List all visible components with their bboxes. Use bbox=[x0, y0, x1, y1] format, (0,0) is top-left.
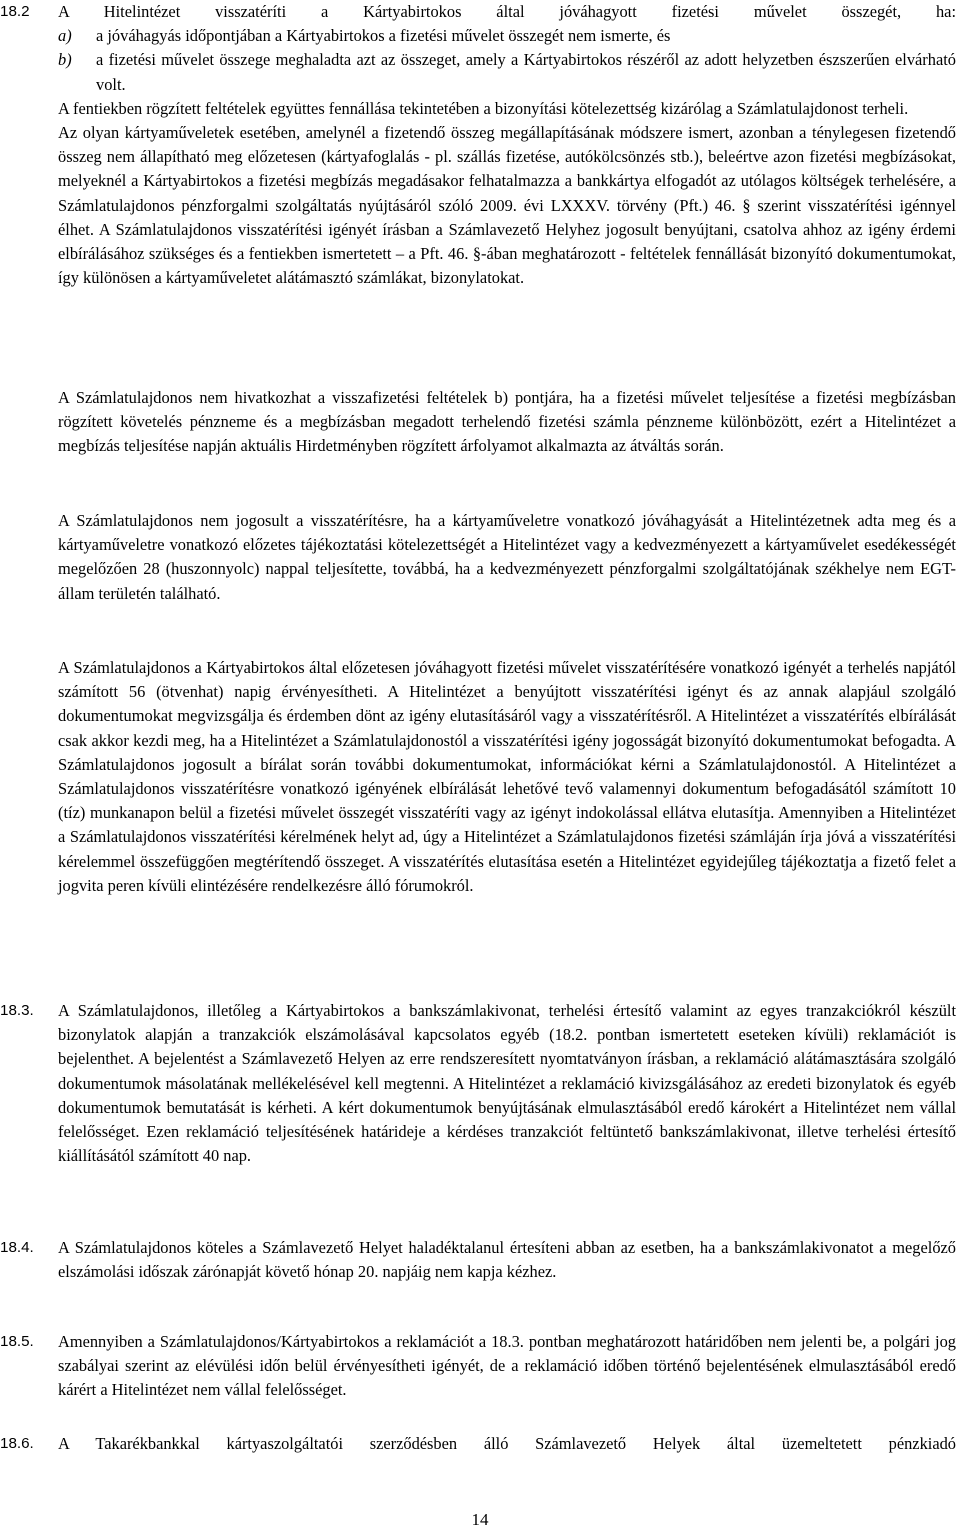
condition-text: a fizetési művelet összege meghaladta azt az összeget, amely a Kártyabirtokos részéről az adott helyzetben észszerűen elvárható volt. bbox=[96, 50, 956, 94]
section-18-5 bbox=[0, 1330, 960, 1403]
paragraph: A Számlatulajdonos a Kártyabirtokos által előzetesen jóváhagyott fizetési művelet visszatérítésére vonatkozó igényét a terhelés napjától számított 56 (ötvenhat) napig érvényesítheti. A Hitelintézet a benyújtott visszatérítési igényt és az annak alapjául szolgáló dokumentumokat megvizsgálja és érdemben dönt az igény elutasításáról vagy a visszatérítésről. A Hitelintézet a visszatérítés elbírálását csak akkor kezdi meg, ha a Hitelintézet a Számlatulajdonostól a visszatérítési igény jogosságát bizonyító dokumentumokat befogadta. A Számlatulajdonos jogosult a bírálat során további dokumentumokat, információkat kérni a Számlatulajdonostól. A Hitelintézet a Számlatulajdonos visszatérítésre vonatkozó igényének elbírálását lehetővé tevő valamennyi dokumentum befogadásától számított 10 (tíz) munkanapon belül a fizetési művelet összegét visszatéríti vagy az igényt indokolással ellátva elutasítja. Amennyiben a Hitelintézet a Számlatulajdonos visszatérítési kérelmének helyt ad, úgy a Hitelintézet a Számlatulajdonos fizetési számláján írja jóvá a visszatérítési kérelemmel összefüggően megtérítendő összeget. A visszatérítés elutasítása esetén a Hitelintézet egyidejűleg tájékoztatja a fizető felet a jogvita peren kívüli elintézésére rendelkezésre álló fórumokról. bbox=[58, 658, 956, 895]
section-text: A Számlatulajdonos, illetőleg a Kártyabirtokos a bankszámlakivonat, terhelési értesítő valamint az egyes tranzakciókról készült bizonylatok alapján a tranzakciók elszámolásával kapcsolatos egyéb (18.2. pontban ismertetett eseteken kívüli) reklamációt is bejelenthet. A bejelentést a Számlavezető Helyen az erre rendszeresített nyomtatványon írásban, a reklamáció alátámasztására szolgáló dokumentumok másolatának mellékelésével kell megtenni. A Hitelintézet a reklamáció kivizsgálásához az eredeti bizonylatok és egyéb dokumentumok bemutatását is kérheti. A kért dokumentumok benyújtásának elmulasztásából eredő károkért a Hitelintézet nem vállal felelősséget. Ezen reklamáció teljesítésének határideje a kérdéses tranzakciót feltüntető bankszámlakivonat, illetve terhelési értesítő kiállításától számított 40 nap. bbox=[58, 1001, 956, 1166]
paragraph: A Számlatulajdonos nem hivatkozhat a visszafizetési feltételek b) pontjára, ha a fizetési művelet teljesítése a fizetési megbízásban rögzített követelés pénzneme és a megbízásban megadott terhelendő fizetési számla pénzneme különbözött, ezért a Hitelintézet a megbízás teljesítése napján aktuális Hirdetményben rögzített árfolyamot alkalmazta az átváltás során. bbox=[58, 388, 956, 456]
section-number: 18.6. bbox=[0, 1435, 34, 1452]
condition-label: b) bbox=[58, 50, 72, 70]
section-number: 18.4. bbox=[0, 1239, 34, 1256]
section-text: A Takarékbankkal kártyaszolgáltatói szerződésben álló Számlavezető Helyek által üzemeltetett pénzkiadó bbox=[58, 1434, 956, 1453]
page-number: 14 bbox=[471, 1510, 489, 1529]
section-18-2-para-b bbox=[0, 386, 960, 459]
paragraph: A Számlatulajdonos nem jogosult a visszatérítésre, ha a kártyaműveletre vonatkozó jóváhagyását a Hitelintézetnek adta meg és a kártyaműveletre vonatkozó előzetes tájékoztatási kötelezettségét a Hitelintézet vagy a kedvezményezett a kártyaművelet esedékességét megelőzően 28 (huszonnyolc) nappal teljesítette, továbbá, ha a kedvezményezett pénzforgalmi szolgáltatójának székhelye nem EGT-állam területén található. bbox=[58, 511, 956, 603]
paragraph: Az olyan kártyaműveletek esetében, amelynél a fizetendő összeg megállapításának módszere ismert, azonban a ténylegesen fizetendő összeg nem állapítható meg előzetesen (kártyafoglalás - pl. szállás fizetése, autókölcsönzés stb.), beleértve azon fizetési megbízásokat, melyeknél a Kártyabirtokos a fizetési megbízás megadásakor felhatalmazza a bankkártya elfogadót az utólagos költségek terhelésére, a Számlatulajdonos pénzforgalmi szolgáltatás nyújtásáról szóló 2009. évi LXXXV. törvény (Pft.) 46. § szerint visszatérítési igénnyel élhet. A Számlatulajdonos visszatérítési igényét írásban a Számlavezető Helyhez jogosult benyújtani, csatolva ahhoz az igény érdemi elbírálásához szükséges és a fentiekben ismertetett – a Pft. 46. §-ában meghatározott - feltételek fennállását bizonyító dokumentumokat, így különösen a kártyaműveletet alátámasztó számlákat, bizonylatokat. bbox=[58, 123, 956, 288]
condition-a bbox=[58, 24, 956, 48]
section-number: 18.5. bbox=[0, 1333, 34, 1350]
paragraph: A fentiekben rögzített feltételek együttes fennállása tekintetében a bizonyítási kötelezettség kizárólag a Számlatulajdonost terheli. bbox=[58, 98, 909, 118]
section-number: 18.2 bbox=[0, 3, 30, 20]
section-number: 18.3. bbox=[0, 1002, 34, 1019]
condition-text: a jóváhagyás időpontjában a Kártyabirtokos a fizetési művelet összegét nem ismerte, és bbox=[96, 26, 671, 46]
section-intro: A Hitelintézet visszatéríti a Kártyabirtokos által jóváhagyott fizetési művelet összegét, ha: bbox=[58, 2, 956, 21]
section-18-4 bbox=[0, 1236, 960, 1284]
section-text: A Számlatulajdonos köteles a Számlavezető Helyet haladéktalanul értesíteni abban az esetben, ha a bankszámlakivonatot a megelőző elszámolási időszak zárónapját követő hónap 20. napjáig nem kapja kézhez. bbox=[58, 1238, 956, 1282]
section-18-6 bbox=[0, 1432, 960, 1456]
section-18-2 bbox=[0, 0, 960, 290]
section-body bbox=[58, 0, 956, 290]
section-18-3 bbox=[0, 999, 960, 1168]
condition-b bbox=[58, 48, 956, 96]
section-18-2-para-c bbox=[0, 509, 960, 606]
section-text: Amennyiben a Számlatulajdonos/Kártyabirtokos a reklamációt a 18.3. pontban meghatározott határidőben nem jelenti be, a polgári jog szabályai szerint az elévülési időn belül érvényesítheti igényét, de a reklamáció időben történő bejelentésének elmulasztásából eredő kárért a Hitelintézet nem vállal felelősséget. bbox=[58, 1332, 956, 1400]
section-18-2-para-d bbox=[0, 656, 960, 898]
condition-label: a) bbox=[58, 26, 72, 46]
